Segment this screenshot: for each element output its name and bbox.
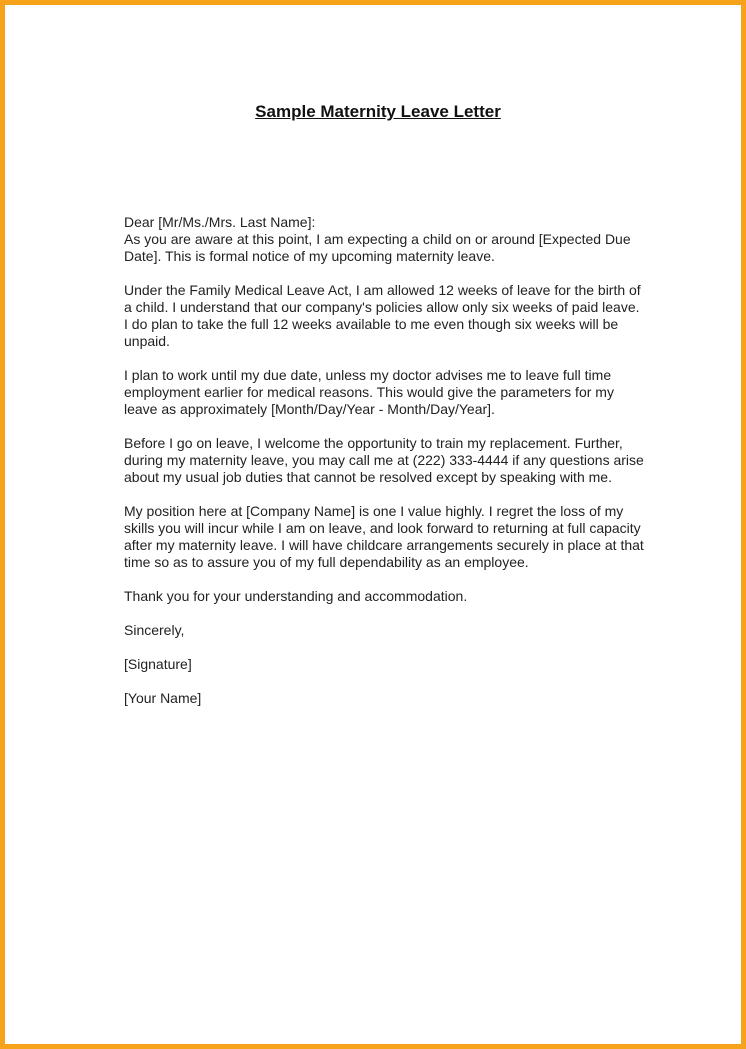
paragraph-6: Thank you for your understanding and accommodation. (124, 588, 468, 604)
closing: Sincerely, (124, 622, 185, 638)
letter-body (124, 214, 644, 707)
name-placeholder: [Your Name] (124, 690, 202, 706)
paragraph-4: Before I go on leave, I welcome the opportunity to train my replacement. Further, during my maternity leave, you may call me at (222) 333-4444 if any questions arise about my usual job duties that cannot be resolved except by speaking with me. (124, 435, 644, 485)
paragraph-1: As you are aware at this point, I am expecting a child on or around [Expected Due Date]. This is formal notice of my upcoming maternity leave. (124, 231, 631, 264)
signature-placeholder: [Signature] (124, 656, 192, 672)
letter-title: Sample Maternity Leave Letter (255, 102, 501, 121)
paragraph-3: I plan to work until my due date, unless my doctor advises me to leave full time employment earlier for medical reasons. This would give the parameters for my leave as approximately [Month/Day/Year - Month/Day/Year]. (124, 367, 614, 417)
paragraph-5: My position here at [Company Name] is one I value highly. I regret the loss of my skills you will incur while I am on leave, and look forward to returning at full capacity after my maternity leave. I will have childcare arrangements securely in place at that time so as to assure you of my full dependability as an employee. (124, 503, 644, 570)
paragraph-2: Under the Family Medical Leave Act, I am allowed 12 weeks of leave for the birth of a child. I understand that our company's policies allow only six weeks of paid leave. I do plan to take the full 12 weeks available to me even though six weeks will be unpaid. (124, 282, 641, 349)
salutation: Dear [Mr/Ms./Mrs. Last Name]: (124, 214, 316, 230)
